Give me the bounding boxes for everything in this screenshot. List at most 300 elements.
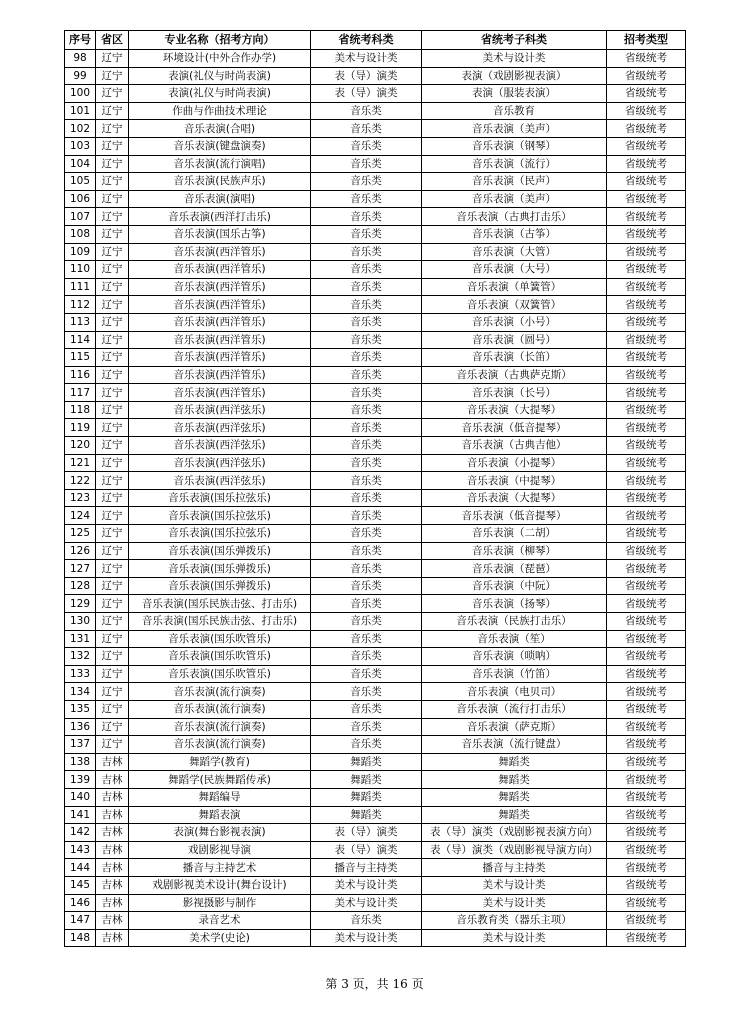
cell-admission-type: 省级统考 bbox=[607, 718, 686, 736]
cell-exam-subcategory: 音乐表演（民声） bbox=[422, 173, 607, 191]
cell-province: 辽宁 bbox=[96, 472, 129, 490]
cell-admission-type: 省级统考 bbox=[607, 173, 686, 191]
cell-exam-subcategory: 音乐教育 bbox=[422, 102, 607, 120]
cell-admission-type: 省级统考 bbox=[607, 876, 686, 894]
cell-exam-category: 音乐类 bbox=[311, 489, 422, 507]
cell-serial: 123 bbox=[65, 489, 96, 507]
cell-major: 音乐表演(国乐民族击弦、打击乐) bbox=[129, 613, 311, 631]
table-row bbox=[65, 613, 686, 631]
cell-exam-subcategory: 音乐表演（长笛） bbox=[422, 349, 607, 367]
cell-exam-category: 音乐类 bbox=[311, 437, 422, 455]
cell-exam-subcategory: 音乐表演（低音提琴） bbox=[422, 419, 607, 437]
cell-province: 辽宁 bbox=[96, 648, 129, 666]
table-row bbox=[65, 190, 686, 208]
cell-exam-subcategory: 音乐表演（古典打击乐） bbox=[422, 208, 607, 226]
cell-province: 吉林 bbox=[96, 771, 129, 789]
table-row bbox=[65, 560, 686, 578]
cell-major: 音乐表演(国乐弹拨乐) bbox=[129, 560, 311, 578]
cell-admission-type: 省级统考 bbox=[607, 824, 686, 842]
cell-major: 表演(礼仪与时尚表演) bbox=[129, 67, 311, 85]
cell-admission-type: 省级统考 bbox=[607, 155, 686, 173]
cell-admission-type: 省级统考 bbox=[607, 50, 686, 68]
cell-major: 音乐表演(西洋弦乐) bbox=[129, 437, 311, 455]
table-row bbox=[65, 85, 686, 103]
table-row bbox=[65, 489, 686, 507]
cell-major: 音乐表演(西洋管乐) bbox=[129, 384, 311, 402]
cell-exam-category: 音乐类 bbox=[311, 120, 422, 138]
cell-admission-type: 省级统考 bbox=[607, 120, 686, 138]
cell-province: 辽宁 bbox=[96, 225, 129, 243]
cell-exam-category: 音乐类 bbox=[311, 542, 422, 560]
cell-serial: 141 bbox=[65, 806, 96, 824]
cell-exam-category: 音乐类 bbox=[311, 736, 422, 754]
cell-exam-subcategory: 音乐表演（单簧管） bbox=[422, 278, 607, 296]
cell-exam-subcategory: 舞蹈类 bbox=[422, 771, 607, 789]
cell-exam-subcategory: 音乐表演（古典吉他） bbox=[422, 437, 607, 455]
cell-exam-subcategory: 表（导）演类（戏剧影视表演方向） bbox=[422, 824, 607, 842]
cell-serial: 138 bbox=[65, 753, 96, 771]
cell-major: 音乐表演(流行演唱) bbox=[129, 155, 311, 173]
cell-exam-subcategory: 音乐表演（竹笛） bbox=[422, 665, 607, 683]
cell-exam-subcategory: 音乐表演（大号） bbox=[422, 261, 607, 279]
cell-exam-subcategory: 音乐表演（二胡） bbox=[422, 525, 607, 543]
cell-exam-subcategory: 美术与设计类 bbox=[422, 876, 607, 894]
cell-province: 吉林 bbox=[96, 876, 129, 894]
cell-major: 音乐表演(国乐弹拨乐) bbox=[129, 577, 311, 595]
cell-exam-category: 音乐类 bbox=[311, 560, 422, 578]
cell-serial: 120 bbox=[65, 437, 96, 455]
cell-serial: 111 bbox=[65, 278, 96, 296]
cell-exam-subcategory: 音乐表演（流行打击乐） bbox=[422, 700, 607, 718]
cell-admission-type: 省级统考 bbox=[607, 912, 686, 930]
cell-major: 音乐表演(键盘演奏) bbox=[129, 137, 311, 155]
cell-exam-subcategory: 表演（服装表演） bbox=[422, 85, 607, 103]
cell-admission-type: 省级统考 bbox=[607, 929, 686, 947]
cell-exam-category: 音乐类 bbox=[311, 665, 422, 683]
cell-exam-subcategory: 音乐表演（中阮） bbox=[422, 577, 607, 595]
cell-admission-type: 省级统考 bbox=[607, 85, 686, 103]
cell-admission-type: 省级统考 bbox=[607, 437, 686, 455]
cell-exam-category: 音乐类 bbox=[311, 630, 422, 648]
table-row bbox=[65, 806, 686, 824]
cell-exam-subcategory: 音乐表演（扬琴） bbox=[422, 595, 607, 613]
cell-major: 舞蹈表演 bbox=[129, 806, 311, 824]
cell-serial: 125 bbox=[65, 525, 96, 543]
cell-serial: 118 bbox=[65, 401, 96, 419]
cell-exam-subcategory: 音乐表演（大提琴） bbox=[422, 489, 607, 507]
cell-exam-subcategory: 音乐表演（美声） bbox=[422, 190, 607, 208]
table-row bbox=[65, 595, 686, 613]
cell-admission-type: 省级统考 bbox=[607, 753, 686, 771]
cell-major: 表演(舞台影视表演) bbox=[129, 824, 311, 842]
cell-major: 戏剧影视美术设计(舞台设计) bbox=[129, 876, 311, 894]
cell-major: 录音艺术 bbox=[129, 912, 311, 930]
cell-major: 音乐表演(西洋管乐) bbox=[129, 243, 311, 261]
cell-province: 辽宁 bbox=[96, 700, 129, 718]
cell-exam-subcategory: 音乐表演（钢琴） bbox=[422, 137, 607, 155]
cell-province: 辽宁 bbox=[96, 155, 129, 173]
table-row bbox=[65, 331, 686, 349]
cell-admission-type: 省级统考 bbox=[607, 296, 686, 314]
cell-serial: 110 bbox=[65, 261, 96, 279]
cell-exam-category: 表（导）演类 bbox=[311, 841, 422, 859]
header-serial: 序号 bbox=[65, 31, 96, 50]
cell-serial: 144 bbox=[65, 859, 96, 877]
cell-major: 音乐表演(国乐拉弦乐) bbox=[129, 489, 311, 507]
cell-major: 音乐表演(西洋打击乐) bbox=[129, 208, 311, 226]
cell-major: 音乐表演(西洋管乐) bbox=[129, 331, 311, 349]
cell-exam-category: 表（导）演类 bbox=[311, 67, 422, 85]
cell-exam-subcategory: 音乐表演（圆号） bbox=[422, 331, 607, 349]
cell-serial: 101 bbox=[65, 102, 96, 120]
cell-major: 音乐表演(国乐吹管乐) bbox=[129, 648, 311, 666]
cell-exam-subcategory: 音乐表演（小提琴） bbox=[422, 454, 607, 472]
table-row bbox=[65, 155, 686, 173]
cell-exam-category: 音乐类 bbox=[311, 137, 422, 155]
admissions-table bbox=[64, 30, 686, 947]
cell-province: 辽宁 bbox=[96, 613, 129, 631]
cell-major: 作曲与作曲技术理论 bbox=[129, 102, 311, 120]
cell-exam-subcategory: 音乐表演（小号） bbox=[422, 313, 607, 331]
table-row bbox=[65, 859, 686, 877]
cell-admission-type: 省级统考 bbox=[607, 525, 686, 543]
table-row bbox=[65, 208, 686, 226]
cell-major: 戏剧影视导演 bbox=[129, 841, 311, 859]
cell-major: 舞蹈学(教育) bbox=[129, 753, 311, 771]
cell-exam-category: 音乐类 bbox=[311, 401, 422, 419]
cell-serial: 139 bbox=[65, 771, 96, 789]
cell-admission-type: 省级统考 bbox=[607, 507, 686, 525]
cell-admission-type: 省级统考 bbox=[607, 331, 686, 349]
cell-exam-subcategory: 音乐表演（大提琴） bbox=[422, 401, 607, 419]
cell-exam-category: 音乐类 bbox=[311, 208, 422, 226]
cell-admission-type: 省级统考 bbox=[607, 841, 686, 859]
cell-province: 辽宁 bbox=[96, 313, 129, 331]
cell-admission-type: 省级统考 bbox=[607, 859, 686, 877]
cell-exam-category: 音乐类 bbox=[311, 296, 422, 314]
cell-exam-subcategory: 音乐表演（大管） bbox=[422, 243, 607, 261]
cell-serial: 113 bbox=[65, 313, 96, 331]
cell-serial: 133 bbox=[65, 665, 96, 683]
cell-exam-category: 音乐类 bbox=[311, 525, 422, 543]
cell-exam-subcategory: 表（导）演类（戏剧影视导演方向） bbox=[422, 841, 607, 859]
cell-exam-subcategory: 音乐表演（流行） bbox=[422, 155, 607, 173]
cell-province: 辽宁 bbox=[96, 525, 129, 543]
table-row bbox=[65, 665, 686, 683]
cell-exam-subcategory: 音乐表演（古典萨克斯） bbox=[422, 366, 607, 384]
cell-admission-type: 省级统考 bbox=[607, 243, 686, 261]
cell-exam-category: 音乐类 bbox=[311, 225, 422, 243]
table-row bbox=[65, 419, 686, 437]
cell-province: 辽宁 bbox=[96, 542, 129, 560]
cell-major: 表演(礼仪与时尚表演) bbox=[129, 85, 311, 103]
cell-major: 音乐表演(国乐民族击弦、打击乐) bbox=[129, 595, 311, 613]
cell-exam-category: 音乐类 bbox=[311, 278, 422, 296]
cell-serial: 124 bbox=[65, 507, 96, 525]
cell-admission-type: 省级统考 bbox=[607, 683, 686, 701]
cell-serial: 98 bbox=[65, 50, 96, 68]
cell-major: 音乐表演(西洋管乐) bbox=[129, 261, 311, 279]
cell-major: 音乐表演(西洋管乐) bbox=[129, 313, 311, 331]
cell-serial: 99 bbox=[65, 67, 96, 85]
cell-exam-category: 音乐类 bbox=[311, 683, 422, 701]
cell-exam-subcategory: 音乐表演（柳琴） bbox=[422, 542, 607, 560]
cell-exam-category: 音乐类 bbox=[311, 384, 422, 402]
table-row bbox=[65, 366, 686, 384]
cell-exam-subcategory: 舞蹈类 bbox=[422, 753, 607, 771]
cell-exam-category: 音乐类 bbox=[311, 613, 422, 631]
cell-admission-type: 省级统考 bbox=[607, 736, 686, 754]
cell-province: 吉林 bbox=[96, 859, 129, 877]
cell-exam-subcategory: 音乐表演（唢呐） bbox=[422, 648, 607, 666]
cell-province: 辽宁 bbox=[96, 630, 129, 648]
table-row bbox=[65, 313, 686, 331]
cell-province: 吉林 bbox=[96, 894, 129, 912]
cell-major: 音乐表演(合唱) bbox=[129, 120, 311, 138]
cell-exam-category: 美术与设计类 bbox=[311, 929, 422, 947]
cell-admission-type: 省级统考 bbox=[607, 67, 686, 85]
cell-admission-type: 省级统考 bbox=[607, 894, 686, 912]
cell-exam-subcategory: 舞蹈类 bbox=[422, 788, 607, 806]
cell-exam-category: 音乐类 bbox=[311, 313, 422, 331]
cell-province: 辽宁 bbox=[96, 120, 129, 138]
cell-major: 音乐表演(国乐吹管乐) bbox=[129, 665, 311, 683]
table-row bbox=[65, 788, 686, 806]
cell-exam-subcategory: 音乐表演（民族打击乐） bbox=[422, 613, 607, 631]
cell-admission-type: 省级统考 bbox=[607, 788, 686, 806]
table-row bbox=[65, 718, 686, 736]
cell-serial: 143 bbox=[65, 841, 96, 859]
cell-province: 吉林 bbox=[96, 841, 129, 859]
cell-exam-subcategory: 播音与主持类 bbox=[422, 859, 607, 877]
table-row bbox=[65, 753, 686, 771]
cell-major: 播音与主持艺术 bbox=[129, 859, 311, 877]
cell-major: 环境设计(中外合作办学) bbox=[129, 50, 311, 68]
cell-admission-type: 省级统考 bbox=[607, 454, 686, 472]
cell-exam-category: 舞蹈类 bbox=[311, 788, 422, 806]
cell-serial: 114 bbox=[65, 331, 96, 349]
cell-admission-type: 省级统考 bbox=[607, 190, 686, 208]
cell-serial: 131 bbox=[65, 630, 96, 648]
cell-admission-type: 省级统考 bbox=[607, 542, 686, 560]
cell-serial: 116 bbox=[65, 366, 96, 384]
cell-serial: 108 bbox=[65, 225, 96, 243]
cell-exam-subcategory: 音乐表演（长号） bbox=[422, 384, 607, 402]
cell-province: 辽宁 bbox=[96, 665, 129, 683]
cell-exam-category: 表（导）演类 bbox=[311, 824, 422, 842]
header-exam-subcategory: 省统考子科类 bbox=[422, 31, 607, 50]
cell-province: 辽宁 bbox=[96, 190, 129, 208]
table-row bbox=[65, 929, 686, 947]
cell-admission-type: 省级统考 bbox=[607, 349, 686, 367]
cell-serial: 134 bbox=[65, 683, 96, 701]
cell-major: 影视摄影与制作 bbox=[129, 894, 311, 912]
table-row bbox=[65, 630, 686, 648]
cell-exam-category: 音乐类 bbox=[311, 577, 422, 595]
cell-major: 音乐表演(西洋管乐) bbox=[129, 349, 311, 367]
cell-province: 辽宁 bbox=[96, 278, 129, 296]
cell-serial: 117 bbox=[65, 384, 96, 402]
table-row bbox=[65, 876, 686, 894]
cell-serial: 128 bbox=[65, 577, 96, 595]
table-row bbox=[65, 401, 686, 419]
cell-admission-type: 省级统考 bbox=[607, 613, 686, 631]
cell-exam-category: 音乐类 bbox=[311, 366, 422, 384]
cell-exam-subcategory: 音乐表演（中提琴） bbox=[422, 472, 607, 490]
cell-exam-subcategory: 表演（戏剧影视表演） bbox=[422, 67, 607, 85]
cell-serial: 105 bbox=[65, 173, 96, 191]
cell-exam-category: 音乐类 bbox=[311, 595, 422, 613]
cell-province: 辽宁 bbox=[96, 296, 129, 314]
table-row bbox=[65, 296, 686, 314]
cell-serial: 146 bbox=[65, 894, 96, 912]
table-row bbox=[65, 824, 686, 842]
cell-exam-category: 音乐类 bbox=[311, 243, 422, 261]
header-exam-category: 省统考科类 bbox=[311, 31, 422, 50]
cell-province: 吉林 bbox=[96, 806, 129, 824]
cell-province: 辽宁 bbox=[96, 173, 129, 191]
cell-province: 辽宁 bbox=[96, 67, 129, 85]
cell-exam-subcategory: 美术与设计类 bbox=[422, 50, 607, 68]
table-row bbox=[65, 577, 686, 595]
table-row bbox=[65, 173, 686, 191]
table-row bbox=[65, 683, 686, 701]
cell-province: 辽宁 bbox=[96, 419, 129, 437]
cell-exam-subcategory: 音乐表演（萨克斯） bbox=[422, 718, 607, 736]
cell-serial: 102 bbox=[65, 120, 96, 138]
cell-major: 音乐表演(西洋弦乐) bbox=[129, 419, 311, 437]
cell-province: 辽宁 bbox=[96, 736, 129, 754]
table-row bbox=[65, 102, 686, 120]
cell-serial: 129 bbox=[65, 595, 96, 613]
cell-exam-subcategory: 音乐表演（笙） bbox=[422, 630, 607, 648]
cell-exam-category: 音乐类 bbox=[311, 912, 422, 930]
cell-exam-category: 音乐类 bbox=[311, 718, 422, 736]
cell-serial: 119 bbox=[65, 419, 96, 437]
header-major: 专业名称（招考方向） bbox=[129, 31, 311, 50]
cell-exam-category: 音乐类 bbox=[311, 648, 422, 666]
table-header-row bbox=[65, 31, 686, 50]
cell-serial: 140 bbox=[65, 788, 96, 806]
cell-admission-type: 省级统考 bbox=[607, 700, 686, 718]
cell-exam-subcategory: 音乐表演（低音提琴） bbox=[422, 507, 607, 525]
table-body bbox=[65, 50, 686, 947]
cell-exam-subcategory: 音乐表演（古筝） bbox=[422, 225, 607, 243]
cell-exam-category: 音乐类 bbox=[311, 331, 422, 349]
cell-province: 辽宁 bbox=[96, 137, 129, 155]
cell-admission-type: 省级统考 bbox=[607, 806, 686, 824]
cell-exam-subcategory: 音乐表演（美声） bbox=[422, 120, 607, 138]
cell-exam-category: 音乐类 bbox=[311, 419, 422, 437]
cell-major: 音乐表演(西洋管乐) bbox=[129, 278, 311, 296]
cell-admission-type: 省级统考 bbox=[607, 595, 686, 613]
header-province: 省区 bbox=[96, 31, 129, 50]
cell-serial: 136 bbox=[65, 718, 96, 736]
cell-province: 吉林 bbox=[96, 912, 129, 930]
cell-exam-category: 音乐类 bbox=[311, 700, 422, 718]
cell-admission-type: 省级统考 bbox=[607, 366, 686, 384]
cell-exam-subcategory: 美术与设计类 bbox=[422, 929, 607, 947]
cell-admission-type: 省级统考 bbox=[607, 419, 686, 437]
table-row bbox=[65, 771, 686, 789]
cell-admission-type: 省级统考 bbox=[607, 771, 686, 789]
cell-province: 辽宁 bbox=[96, 577, 129, 595]
cell-exam-subcategory: 音乐表演（双簧管） bbox=[422, 296, 607, 314]
table-row bbox=[65, 507, 686, 525]
cell-major: 音乐表演(国乐古筝) bbox=[129, 225, 311, 243]
table-row bbox=[65, 648, 686, 666]
cell-admission-type: 省级统考 bbox=[607, 630, 686, 648]
table-row bbox=[65, 700, 686, 718]
cell-serial: 104 bbox=[65, 155, 96, 173]
cell-exam-category: 音乐类 bbox=[311, 173, 422, 191]
cell-serial: 137 bbox=[65, 736, 96, 754]
cell-exam-category: 美术与设计类 bbox=[311, 50, 422, 68]
cell-exam-subcategory: 音乐表演（电贝司） bbox=[422, 683, 607, 701]
cell-serial: 145 bbox=[65, 876, 96, 894]
cell-major: 音乐表演(国乐拉弦乐) bbox=[129, 525, 311, 543]
cell-admission-type: 省级统考 bbox=[607, 261, 686, 279]
cell-exam-category: 音乐类 bbox=[311, 155, 422, 173]
cell-province: 辽宁 bbox=[96, 366, 129, 384]
table-row bbox=[65, 542, 686, 560]
cell-exam-subcategory: 音乐表演（流行键盘） bbox=[422, 736, 607, 754]
cell-province: 辽宁 bbox=[96, 243, 129, 261]
cell-major: 音乐表演(民族声乐) bbox=[129, 173, 311, 191]
cell-serial: 115 bbox=[65, 349, 96, 367]
cell-admission-type: 省级统考 bbox=[607, 278, 686, 296]
cell-serial: 106 bbox=[65, 190, 96, 208]
cell-province: 辽宁 bbox=[96, 50, 129, 68]
cell-admission-type: 省级统考 bbox=[607, 384, 686, 402]
cell-province: 吉林 bbox=[96, 753, 129, 771]
cell-admission-type: 省级统考 bbox=[607, 313, 686, 331]
cell-province: 辽宁 bbox=[96, 595, 129, 613]
cell-admission-type: 省级统考 bbox=[607, 560, 686, 578]
cell-province: 辽宁 bbox=[96, 102, 129, 120]
cell-major: 音乐表演(西洋管乐) bbox=[129, 296, 311, 314]
cell-major: 音乐表演(西洋弦乐) bbox=[129, 472, 311, 490]
cell-serial: 148 bbox=[65, 929, 96, 947]
cell-exam-category: 美术与设计类 bbox=[311, 894, 422, 912]
cell-exam-subcategory: 美术与设计类 bbox=[422, 894, 607, 912]
cell-exam-category: 音乐类 bbox=[311, 507, 422, 525]
table-row bbox=[65, 120, 686, 138]
cell-province: 辽宁 bbox=[96, 437, 129, 455]
table-row bbox=[65, 261, 686, 279]
cell-serial: 122 bbox=[65, 472, 96, 490]
cell-exam-category: 舞蹈类 bbox=[311, 753, 422, 771]
header-admission-type: 招考类型 bbox=[607, 31, 686, 50]
cell-serial: 126 bbox=[65, 542, 96, 560]
table-row bbox=[65, 525, 686, 543]
cell-major: 音乐表演(西洋弦乐) bbox=[129, 401, 311, 419]
table-row bbox=[65, 894, 686, 912]
cell-serial: 142 bbox=[65, 824, 96, 842]
cell-admission-type: 省级统考 bbox=[607, 665, 686, 683]
cell-serial: 132 bbox=[65, 648, 96, 666]
cell-admission-type: 省级统考 bbox=[607, 137, 686, 155]
cell-major: 音乐表演(西洋管乐) bbox=[129, 366, 311, 384]
cell-province: 辽宁 bbox=[96, 718, 129, 736]
cell-major: 音乐表演(国乐弹拨乐) bbox=[129, 542, 311, 560]
cell-province: 吉林 bbox=[96, 929, 129, 947]
cell-exam-subcategory: 舞蹈类 bbox=[422, 806, 607, 824]
cell-exam-category: 美术与设计类 bbox=[311, 876, 422, 894]
cell-serial: 109 bbox=[65, 243, 96, 261]
cell-major: 美术学(史论) bbox=[129, 929, 311, 947]
cell-province: 吉林 bbox=[96, 788, 129, 806]
